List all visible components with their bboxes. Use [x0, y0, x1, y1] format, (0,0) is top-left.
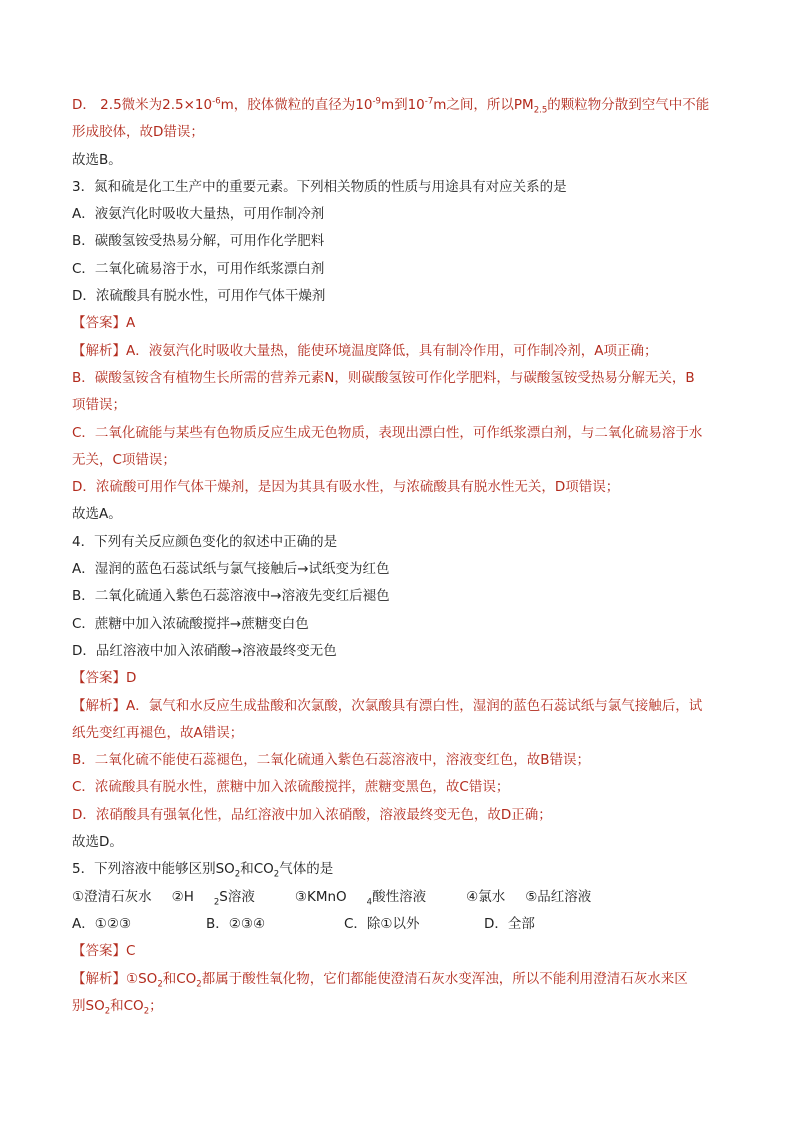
q3-analysis-line: B．碳酸氢铵含有植物生长所需的营养元素N，则碳酸氢铵可作化学肥料，与碳酸氢铵受热易分解无关，B: [72, 369, 695, 386]
q4-analysis-line: 纸先变红再褪色，故A错误；: [72, 724, 244, 741]
q4-option-c: C．蔗糖中加入浓硫酸搅拌→蔗糖变白色: [72, 615, 309, 632]
q2-conclusion: 故选B。: [72, 151, 122, 168]
q5-answer: 【答案】C: [72, 943, 136, 960]
q3-option-d: D．浓硫酸具有脱水性，可用作气体干燥剂: [72, 288, 326, 305]
q5-option-b: B．②③④: [206, 915, 266, 932]
q3-stem: 3．氮和硫是化工生产中的重要元素。下列相关物质的性质与用途具有对应关系的是: [72, 178, 567, 195]
q4-conclusion: 故选D。: [72, 834, 123, 851]
q5-choice-2: ②H $_2$S溶液: [171, 888, 255, 908]
q5-option-a: A．①②③: [72, 915, 132, 932]
q4-analysis-line: B．二氧化硫不能使石蕊褪色，二氧化硫通入紫色石蕊溶液中，溶液变红色，故B错误；: [72, 752, 591, 769]
q5-choice-1: ①澄清石灰水: [72, 888, 152, 905]
q5-choice-4: ④氯水: [466, 888, 506, 905]
q4-analysis-line: C．浓硫酸具有脱水性，蔗糖中加入浓硫酸搅拌，蔗糖变黑色，故C错误；: [72, 779, 510, 796]
q5-choice-5: ⑤品红溶液: [525, 888, 592, 905]
q5-choices: [72, 884, 732, 911]
q3-analysis-line: 【解析】A．液氨汽化时吸收大量热，能使环境温度降低，具有制冷作用，可作制冷剂，A项正确；: [72, 342, 658, 359]
q3-option-b: B．碳酸氢铵受热易分解，可用作化学肥料: [72, 233, 325, 250]
q5-option-d: D．全部: [484, 915, 535, 932]
q3-analysis-line: 项错误；: [72, 397, 126, 414]
q3-answer: 【答案】A: [72, 315, 136, 332]
q5-analysis-line2: 别$SO_2$和$CO_2$；: [72, 997, 163, 1017]
q3-analysis-line: 无关，C项错误；: [72, 451, 176, 468]
q5-options: [72, 911, 732, 938]
q5-choice-3: ③KMnO $_4$酸性溶液: [294, 888, 427, 908]
q4-option-b: B．二氧化硫通入紫色石蕊溶液中→溶液先变红后褪色: [72, 588, 390, 605]
q3-conclusion: 故选A。: [72, 506, 122, 523]
q3-option-a: A．液氨汽化时吸收大量热，可用作制冷剂: [72, 206, 325, 223]
q4-stem: 4．下列有关反应颜色变化的叙述中正确的是: [72, 533, 338, 550]
q3-analysis-line: C．二氧化硫能与某些有色物质反应生成无色物质，表现出漂白性，可作纸浆漂白剂，与二氧化硫易溶于水: [72, 424, 703, 441]
q5-analysis-line1: 【解析】$①SO_2$和$CO_2$都属于酸性氧化物，它们都能使澄清石灰水变浑浊，所以不能利用澄清石灰水来区: [72, 970, 688, 990]
q4-analysis-line: D．浓硝酸具有强氧化性，品红溶液中加入浓硝酸，溶液最终变无色，故D正确；: [72, 806, 552, 823]
q3-analysis-line: D．浓硫酸可用作气体干燥剂，是因为其具有吸水性，与浓硫酸具有脱水性无关，D项错误；: [72, 479, 620, 496]
q2-analysis-d-line2: 形成胶体，故D错误；: [72, 124, 204, 141]
q3-option-c: C．二氧化硫易溶于水，可用作纸浆漂白剂: [72, 260, 325, 277]
q4-option-a: A．湿润的蓝色石蕊试纸与氯气接触后→试纸变为红色: [72, 561, 390, 578]
q2-analysis-d-line1: D． 2.5微米为$2.5\times 10^{-6}m$，胶体微粒的直径为$10^{-9}m$到$10^{-7}m$之间，所以$PM_{2.5}$的颗粒物分散到空气中不能: [72, 96, 710, 116]
q5-option-c: C．除①以外: [344, 915, 420, 932]
document-content: [72, 92, 732, 1020]
q4-analysis-line: 【解析】A．氯气和水反应生成盐酸和次氯酸，次氯酸具有漂白性，湿润的蓝色石蕊试纸与氯气接触后，试: [72, 697, 703, 714]
q4-option-d: D．品红溶液中加入浓硝酸→溶液最终变无色: [72, 642, 337, 659]
q4-answer: 【答案】D: [72, 670, 137, 687]
q5-stem: 5．下列溶液中能够区别$SO_2$和$CO_2$气体的是: [72, 861, 334, 880]
